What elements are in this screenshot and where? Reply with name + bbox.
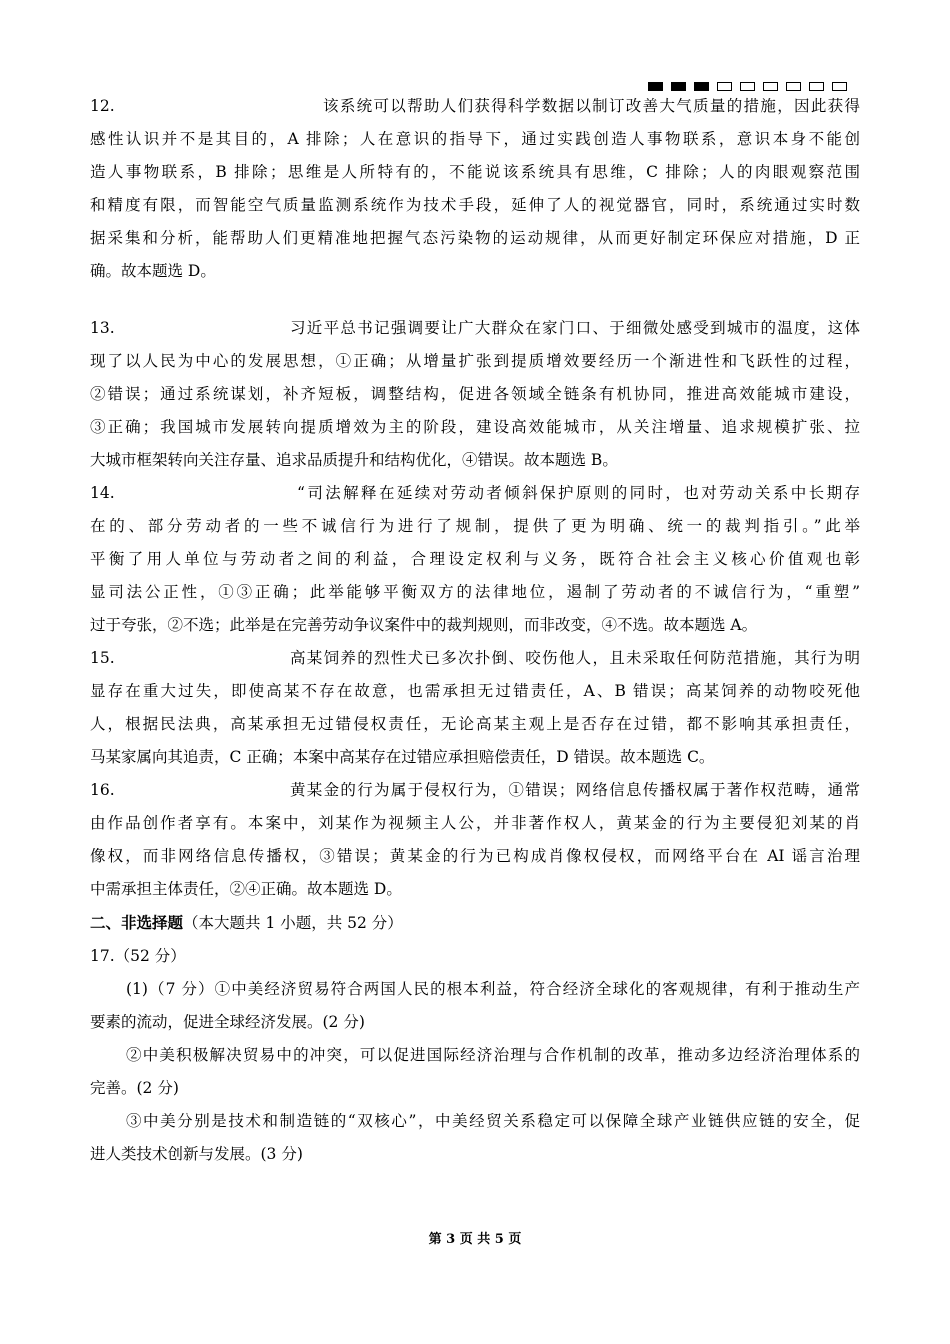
answer-line: 进人类技术创新与发展。(3 分)	[90, 1145, 303, 1163]
answer-line: 由作品创作者享有。本案中，刘某作为视频主人公，并非著作权人，黄某金的行为主要侵犯刘某的肖	[90, 814, 860, 832]
answer-line: 据采集和分析，能帮助人们更精准地把握气态污染物的运动规律，从而更好制定环保应对措施，D 正	[90, 229, 860, 247]
question-17	[90, 940, 860, 1171]
answer-14	[90, 477, 860, 642]
answer-content	[90, 90, 860, 1171]
answer-12	[90, 90, 860, 288]
answer-line: ②中美积极解决贸易中的冲突，可以促进国际经济治理与合作机制的改革，推动多边经济治理体系的	[126, 1046, 860, 1064]
question-number: 16.	[90, 781, 115, 799]
answer-13	[90, 312, 860, 477]
answer-line: 大城市框架转向关注存量、追求品质提升和结构优化，④错误。故本题选 B。	[90, 451, 618, 469]
answer-line: (1)（7 分）①中美经济贸易符合两国人民的根本利益，符合经济全球化的客观规律，有利于推动生产	[126, 980, 860, 998]
question-number: 15.	[90, 649, 115, 667]
answer-line: 马某家属向其追责，C 正确；本案中高某存在过错应承担赔偿责任，D 错误。故本题选 C。	[90, 748, 715, 766]
answer-line: ③中美分别是技术和制造链的“双核心”，中美经贸关系稳定可以保障全球产业链供应链的安全，促	[126, 1112, 860, 1130]
answer-line: 和精度有限，而智能空气质量监测系统作为技术手段，延伸了人的视觉器官，同时，系统通过实时数	[90, 196, 860, 214]
answer-line: 高某饲养的烈性犬已多次扑倒、咬伤他人，且未采取任何防范措施，其行为明	[290, 649, 860, 667]
answer-line: 造人事物联系，B 排除；思维是人所特有的，不能说该系统具有思维，C 排除；人的肉眼观察范围	[90, 163, 860, 181]
question-number: 13.	[90, 319, 115, 337]
answer-line: 要素的流动，促进全球经济发展。(2 分)	[90, 1013, 365, 1031]
answer-line: “司法解释在延续对劳动者倾斜保护原则的同时，也对劳动关系中长期存	[297, 484, 860, 502]
answer-line: 完善。(2 分)	[90, 1079, 179, 1097]
question-number: 12.	[90, 97, 115, 115]
answer-line: 过于夸张，②不选；此举是在完善劳动争议案件中的裁判规则，而非改变，④不选。故本题选 A。	[90, 616, 758, 634]
answer-line: 确。故本题选 D。	[90, 262, 216, 280]
answer-line: 黄某金的行为属于侵权行为，①错误；网络信息传播权属于著作权范畴，通常	[290, 781, 860, 799]
section-subtitle: （本大题共 1 小题，共 52 分）	[183, 914, 403, 932]
answer-line: 像权，而非网络信息传播权，③错误；黄某金的行为已构成肖像权侵权，而网络平台在 AI 谣言治理	[90, 847, 860, 865]
answer-line: 该系统可以帮助人们获得科学数据以制订改善大气质量的措施，因此获得	[323, 97, 860, 115]
page-footer: 第 3 页 共 5 页	[428, 1232, 522, 1247]
section-title: 二、非选择题	[90, 913, 184, 932]
answer-line: 感性认识并不是其目的，A 排除；人在意识的指导下，通过实践创造人事物联系，意识本身不能创	[90, 130, 860, 148]
answer-line: 人，根据民法典，高某承担无过错侵权责任，无论高某主观上是否存在过错，都不影响其承担责任，	[90, 715, 860, 733]
answer-line: ②错误；通过系统谋划，补齐短板，调整结构，促进各领域全链条有机协同，推进高效能城市建设，	[90, 385, 860, 403]
answer-line: ③正确；我国城市发展转向提质增效为主的阶段，建设高效能城市，从关注增量、追求规模扩张、拉	[90, 418, 860, 436]
question-17-answers	[90, 973, 860, 1171]
answer-16	[90, 774, 860, 906]
answer-line: 平衡了用人单位与劳动者之间的利益，合理设定权利与义务，既符合社会主义核心价值观也彰	[90, 550, 860, 568]
answer-line: 中需承担主体责任，②④正确。故本题选 D。	[90, 880, 402, 898]
question-17-header: 17.（52 分）	[90, 947, 186, 965]
question-number: 14.	[90, 484, 115, 502]
choice-answers	[90, 90, 860, 906]
answer-line: 现了以人民为中心的发展思想，①正确；从增量扩张到提质增效要经历一个渐进性和飞跃性的过程，	[90, 352, 860, 370]
answer-line: 显存在重大过失，即使高某不存在故意，也需承担无过错责任，A、B 错误；高某饲养的动物咬死他	[90, 682, 860, 700]
answer-line: 在的、部分劳动者的一些不诚信行为进行了规制，提供了更为明确、统一的裁判指引。”此举	[90, 517, 860, 535]
answer-line: 习近平总书记强调要让广大群众在家门口、于细微处感受到城市的温度，这体	[290, 319, 860, 337]
answer-15	[90, 642, 860, 774]
section-heading	[90, 906, 860, 940]
answer-line: 显司法公正性，①③正确；此举能够平衡双方的法律地位，遏制了劳动者的不诚信行为，“重塑”	[90, 583, 860, 601]
